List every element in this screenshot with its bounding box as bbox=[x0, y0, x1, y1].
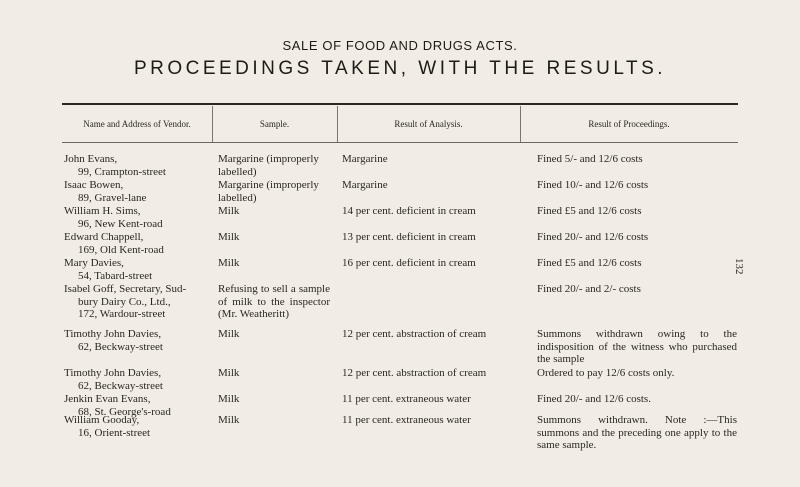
proceedings-cell: Fined 20/- and 12/6 costs bbox=[537, 231, 649, 243]
vendor-address: 68, St. George's-road bbox=[78, 405, 171, 418]
vendor-address: 62, Beckway-street bbox=[78, 340, 163, 353]
column-header-sample: Sample. bbox=[259, 119, 290, 129]
vendor-name: Timothy John Davies, bbox=[64, 367, 162, 379]
analysis-cell: 11 per cent. extraneous water bbox=[342, 393, 471, 405]
analysis-cell: 12 per cent. abstraction of cream bbox=[342, 328, 487, 340]
proceedings-cell: Summons withdrawn owing to the indisposition of the witness who purchased the sample bbox=[537, 328, 737, 365]
sample-cell: Milk bbox=[218, 393, 240, 405]
sample-cell: Refusing to sell a sample of milk to the inspector (Mr. Weatheritt) bbox=[218, 283, 330, 320]
proceedings-cell: Ordered to pay 12/6 costs only. bbox=[537, 367, 675, 379]
analysis-cell: 16 per cent. deficient in cream bbox=[342, 257, 476, 269]
vendor-cell bbox=[64, 231, 164, 256]
vendor-address: 169, Old Kent-road bbox=[78, 243, 164, 256]
proceedings-cell: Summons withdrawn. Note :—This summons and the preceding one apply to the same sample. bbox=[537, 414, 737, 451]
proceedings-cell: Fined 20/- and 12/6 costs. bbox=[537, 393, 651, 405]
vendor-cell bbox=[64, 153, 166, 178]
vendor-name: John Evans, bbox=[64, 153, 118, 165]
column-header-analysis: Result of Analysis. bbox=[394, 119, 463, 129]
vendor-address: 89, Gravel-lane bbox=[78, 191, 147, 204]
vendor-name: Edward Chappell, bbox=[64, 231, 144, 243]
vendor-address: 172, Wardour-street bbox=[78, 308, 166, 320]
header-rule bbox=[62, 142, 738, 143]
document-subheading: PROCEEDINGS TAKEN, WITH THE RESULTS. bbox=[133, 58, 667, 79]
vendor-name: Isabel Goff, Secretary, Sud- bbox=[64, 283, 187, 295]
top-rule bbox=[62, 103, 738, 105]
sample-cell: Margarine (improperly labelled) bbox=[218, 179, 319, 204]
vendor-address: 96, New Kent-road bbox=[78, 217, 163, 230]
vendor-cell bbox=[64, 283, 186, 321]
vendor-name: Isaac Bowen, bbox=[64, 179, 124, 191]
vendor-address: 54, Tabard-street bbox=[78, 269, 153, 282]
sample-cell: Milk bbox=[218, 414, 240, 426]
vendor-cell bbox=[64, 257, 152, 282]
sample-cell: Milk bbox=[218, 257, 240, 269]
analysis-cell: Margarine bbox=[342, 153, 388, 165]
vendor-cell bbox=[64, 328, 163, 353]
document-heading: SALE OF FOOD AND DRUGS ACTS. bbox=[282, 38, 518, 53]
column-header-proceedings: Result of Proceedings. bbox=[588, 119, 670, 129]
analysis-cell: 13 per cent. deficient in cream bbox=[342, 231, 476, 243]
vendor-address: 16, Orient-street bbox=[78, 426, 151, 439]
proceedings-cell: Fined £5 and 12/6 costs bbox=[537, 257, 642, 269]
vendor-name: William H. Sims, bbox=[64, 205, 141, 217]
column-header-vendor: Name and Address of Vendor. bbox=[83, 119, 191, 129]
analysis-cell: 11 per cent. extraneous water bbox=[342, 414, 471, 426]
proceedings-cell: Fined 10/- and 12/6 costs bbox=[537, 179, 649, 191]
vendor-cell bbox=[64, 179, 146, 204]
sample-cell: Margarine (improperly labelled) bbox=[218, 153, 319, 178]
sample-cell: Milk bbox=[218, 205, 240, 217]
vendor-address: 62, Beckway-street bbox=[78, 379, 163, 392]
vendor-address: bury Dairy Co., Ltd., bbox=[78, 295, 171, 308]
vendor-name: Mary Davies, bbox=[64, 257, 124, 269]
proceedings-cell: Fined 5/- and 12/6 costs bbox=[537, 153, 643, 165]
page-number: 132 bbox=[733, 258, 745, 275]
proceedings-cell: Fined £5 and 12/6 costs bbox=[537, 205, 642, 217]
sample-cell: Milk bbox=[218, 328, 240, 340]
analysis-cell: Margarine bbox=[342, 179, 388, 191]
analysis-cell: 14 per cent. deficient in cream bbox=[342, 205, 476, 217]
vendor-cell bbox=[64, 414, 150, 439]
vendor-name: Timothy John Davies, bbox=[64, 328, 162, 340]
vendor-cell bbox=[64, 367, 163, 392]
vendor-address: 99, Crampton-street bbox=[78, 165, 166, 178]
vendor-cell bbox=[64, 205, 163, 230]
vendor-name: William Gooday, bbox=[64, 414, 140, 426]
analysis-cell: 12 per cent. abstraction of cream bbox=[342, 367, 487, 379]
proceedings-cell: Fined 20/- and 2/- costs bbox=[537, 283, 641, 295]
sample-cell: Milk bbox=[218, 367, 240, 379]
vendor-name: Jenkin Evan Evans, bbox=[64, 393, 151, 405]
sample-cell: Milk bbox=[218, 231, 240, 243]
